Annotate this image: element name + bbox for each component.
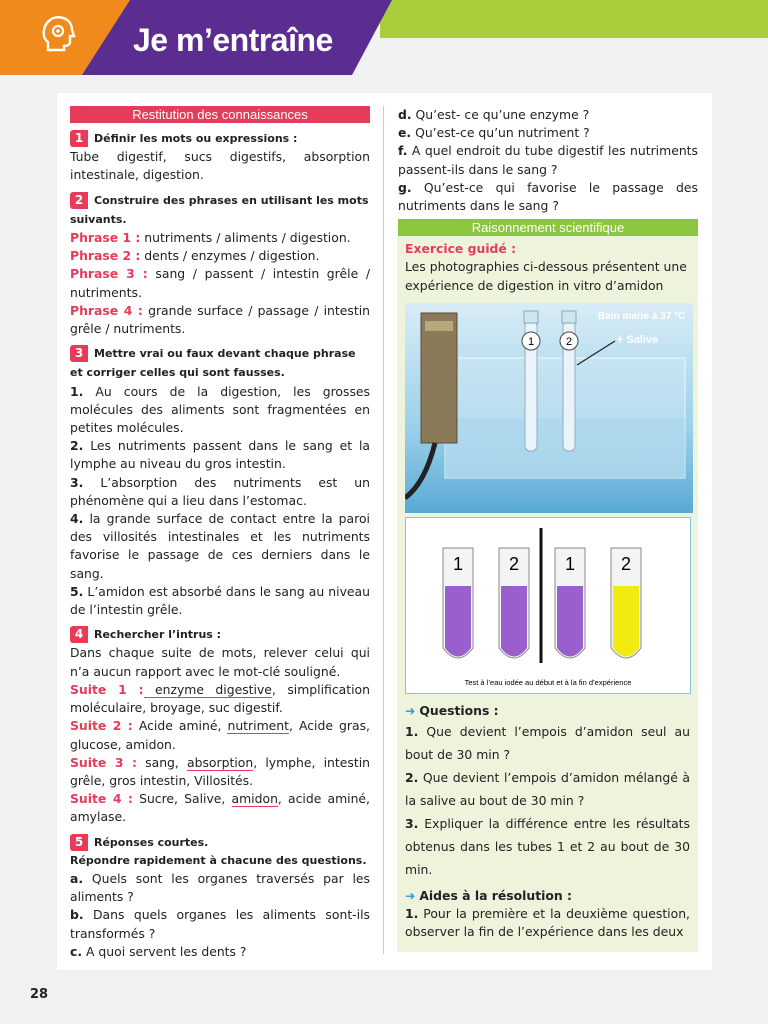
tube-liquid — [501, 586, 527, 657]
suite-4: Suite 4 : Sucre, Salive, amidon, acide aminé, amylase. — [70, 791, 370, 825]
tube-liquid — [445, 586, 471, 657]
test-tube-1 — [443, 548, 473, 658]
exercise-2 — [70, 191, 370, 339]
water-bath-illustration — [405, 303, 693, 513]
bath-temperature-label: Bain marie à 37 °C — [598, 310, 686, 322]
suite-3: Suite 3 : sang, absorption, lymphe, intestin grêle, gros intestin, Villosités. — [70, 754, 370, 788]
exercise-number: 2 — [70, 192, 88, 209]
section-title-raisonnement: Raisonnement scientifique — [398, 219, 698, 236]
iodine-test-figure — [405, 517, 691, 694]
phrase-1: Phrase 1 : nutriments / aliments / digestion. — [70, 230, 351, 246]
statement-4: 4. la grande surface de contact entre la paroi des villosités intestinales et les nutriments favorise le passage de ces derniers dans le sang. — [70, 511, 370, 581]
questions-heading: ➜ Questions : — [405, 702, 499, 718]
exercise-number: 5 — [70, 834, 88, 851]
exercise-intro: Dans chaque suite de mots, relever celui qui n’a aucun rapport avec le mot-clé souligné. — [70, 645, 370, 679]
statement-5: 5. L’amidon est absorbé dans le sang au niveau de l’intestin grêle. — [70, 583, 370, 618]
left-column — [70, 106, 370, 967]
question-c: c. A quoi servent les dents ? — [70, 943, 247, 959]
exercise-number: 4 — [70, 626, 88, 643]
statement-1: 1. Au cours de la digestion, les grosses molécules des aliments sont fragmentées en petites molécules. — [70, 383, 370, 436]
exercise-title: Rechercher l’intrus : — [94, 628, 222, 642]
question-3: 3. Expliquer la différence entre les résultats obtenus dans les tubes 1 et 2 au bout de 30 min. — [405, 816, 690, 878]
phrase-4: Phrase 4 : grande surface / passage / intestin grêle / nutriments. — [70, 302, 370, 337]
arrow-icon: ➜ — [405, 702, 416, 718]
test-tube-2 — [499, 548, 529, 658]
section-title-restitution: Restitution des connaissances — [70, 106, 370, 123]
arrow-icon: ➜ — [405, 888, 416, 904]
phrase-2: Phrase 2 : dents / enzymes / digestion. — [70, 248, 320, 264]
question-f: f. A quel endroit du tube digestif les nutriments passent-ils dans le sang ? — [398, 143, 698, 177]
exercise-3 — [70, 344, 370, 619]
photo-tube-label-1: 1 — [527, 335, 535, 348]
exercise-title: Réponses courtes. — [94, 835, 209, 849]
guided-exercise-label: Exercice guidé : — [405, 241, 517, 257]
question-e: e. Qu’est-ce qu’un nutriment ? — [398, 125, 590, 141]
head-gear-icon — [40, 14, 76, 54]
tube-liquid — [557, 586, 583, 657]
iodine-test-tubes — [406, 518, 690, 693]
question-2: 2. Que devient l’empois d’amidon mélangé à la salive au bout de 30 min ? — [405, 770, 690, 809]
help-item-1: 1. Pour la première et la deuxième question, observer la fin de l’expérience dans les deux — [405, 906, 690, 940]
statement-3: 3. L’absorption des nutriments est un phénomène qui a lieu dans l’estomac. — [70, 474, 370, 508]
exercise-title: Construire des phrases en utilisant les mots suivants. — [70, 193, 369, 226]
test-tube-3 — [555, 548, 585, 658]
tube-number-label: 1 — [564, 553, 576, 574]
experiment-photo — [405, 303, 693, 513]
guided-exercise-text: Les photographies ci-dessous présentent une expérience de digestion in vitro d’amidon — [405, 259, 687, 293]
photo-tube-label-2: 2 — [565, 335, 573, 348]
header-green-band — [380, 0, 768, 38]
suite-1: Suite 1 : enzyme digestive, simplification moléculaire, broyage, suc digestif. — [70, 681, 370, 716]
test-tube-4 — [611, 548, 641, 658]
phrase-3: Phrase 3 : sang / passent / intestin grêle / nutriments. — [70, 266, 371, 300]
exercise-1 — [70, 129, 370, 185]
question-g: g. Qu’est-ce qui favorise le passage des nutriments dans le sang ? — [398, 179, 698, 214]
exercise-4 — [70, 625, 370, 826]
exercise-5 — [70, 833, 370, 961]
suite-2: Suite 2 : Acide aminé, nutriment, Acide gras, glucose, amidon. — [70, 718, 370, 752]
tubes-caption: Test à l’eau iodée au début et à la fin d’expérience — [464, 677, 632, 687]
right-column — [398, 106, 698, 952]
page-title: Je m’entraîne — [133, 22, 333, 58]
guided-exercise-box — [397, 236, 698, 951]
exercise-subtitle: Répondre rapidement à chacune des questions. — [70, 853, 367, 867]
exercise-text: Tube digestif, sucs digestifs, absorption intestinale, digestion. — [70, 149, 370, 183]
saliva-label: + Salive — [617, 333, 659, 346]
tube-liquid — [613, 586, 639, 657]
exercise-number: 1 — [70, 130, 88, 147]
exercise-title: Définir les mots ou expressions : — [94, 132, 298, 145]
exercise-number: 3 — [70, 345, 88, 362]
statement-2: 2. Les nutriments passent dans le sang et la lymphe au niveau du gros intestin. — [70, 438, 370, 472]
column-divider — [383, 106, 384, 954]
exercise-title: Mettre vrai ou faux devant chaque phrase et corriger celles qui sont fausses. — [70, 347, 356, 380]
question-a: a. Quels sont les organes traversés par les aliments ? — [70, 870, 370, 905]
question-1: 1. Que devient l’empois d’amidon seul au bout de 30 min ? — [405, 724, 690, 763]
tube-number-label: 2 — [620, 553, 632, 574]
help-heading: ➜ Aides à la résolution : — [405, 888, 572, 904]
page-number: 28 — [30, 987, 49, 1002]
tube-number-label: 1 — [452, 553, 464, 574]
tube-number-label: 2 — [508, 553, 520, 574]
question-b: b. Dans quels organes les aliments sont-ils transformés ? — [70, 907, 370, 941]
question-d: d. Qu’est- ce qu’une enzyme ? — [398, 107, 590, 122]
